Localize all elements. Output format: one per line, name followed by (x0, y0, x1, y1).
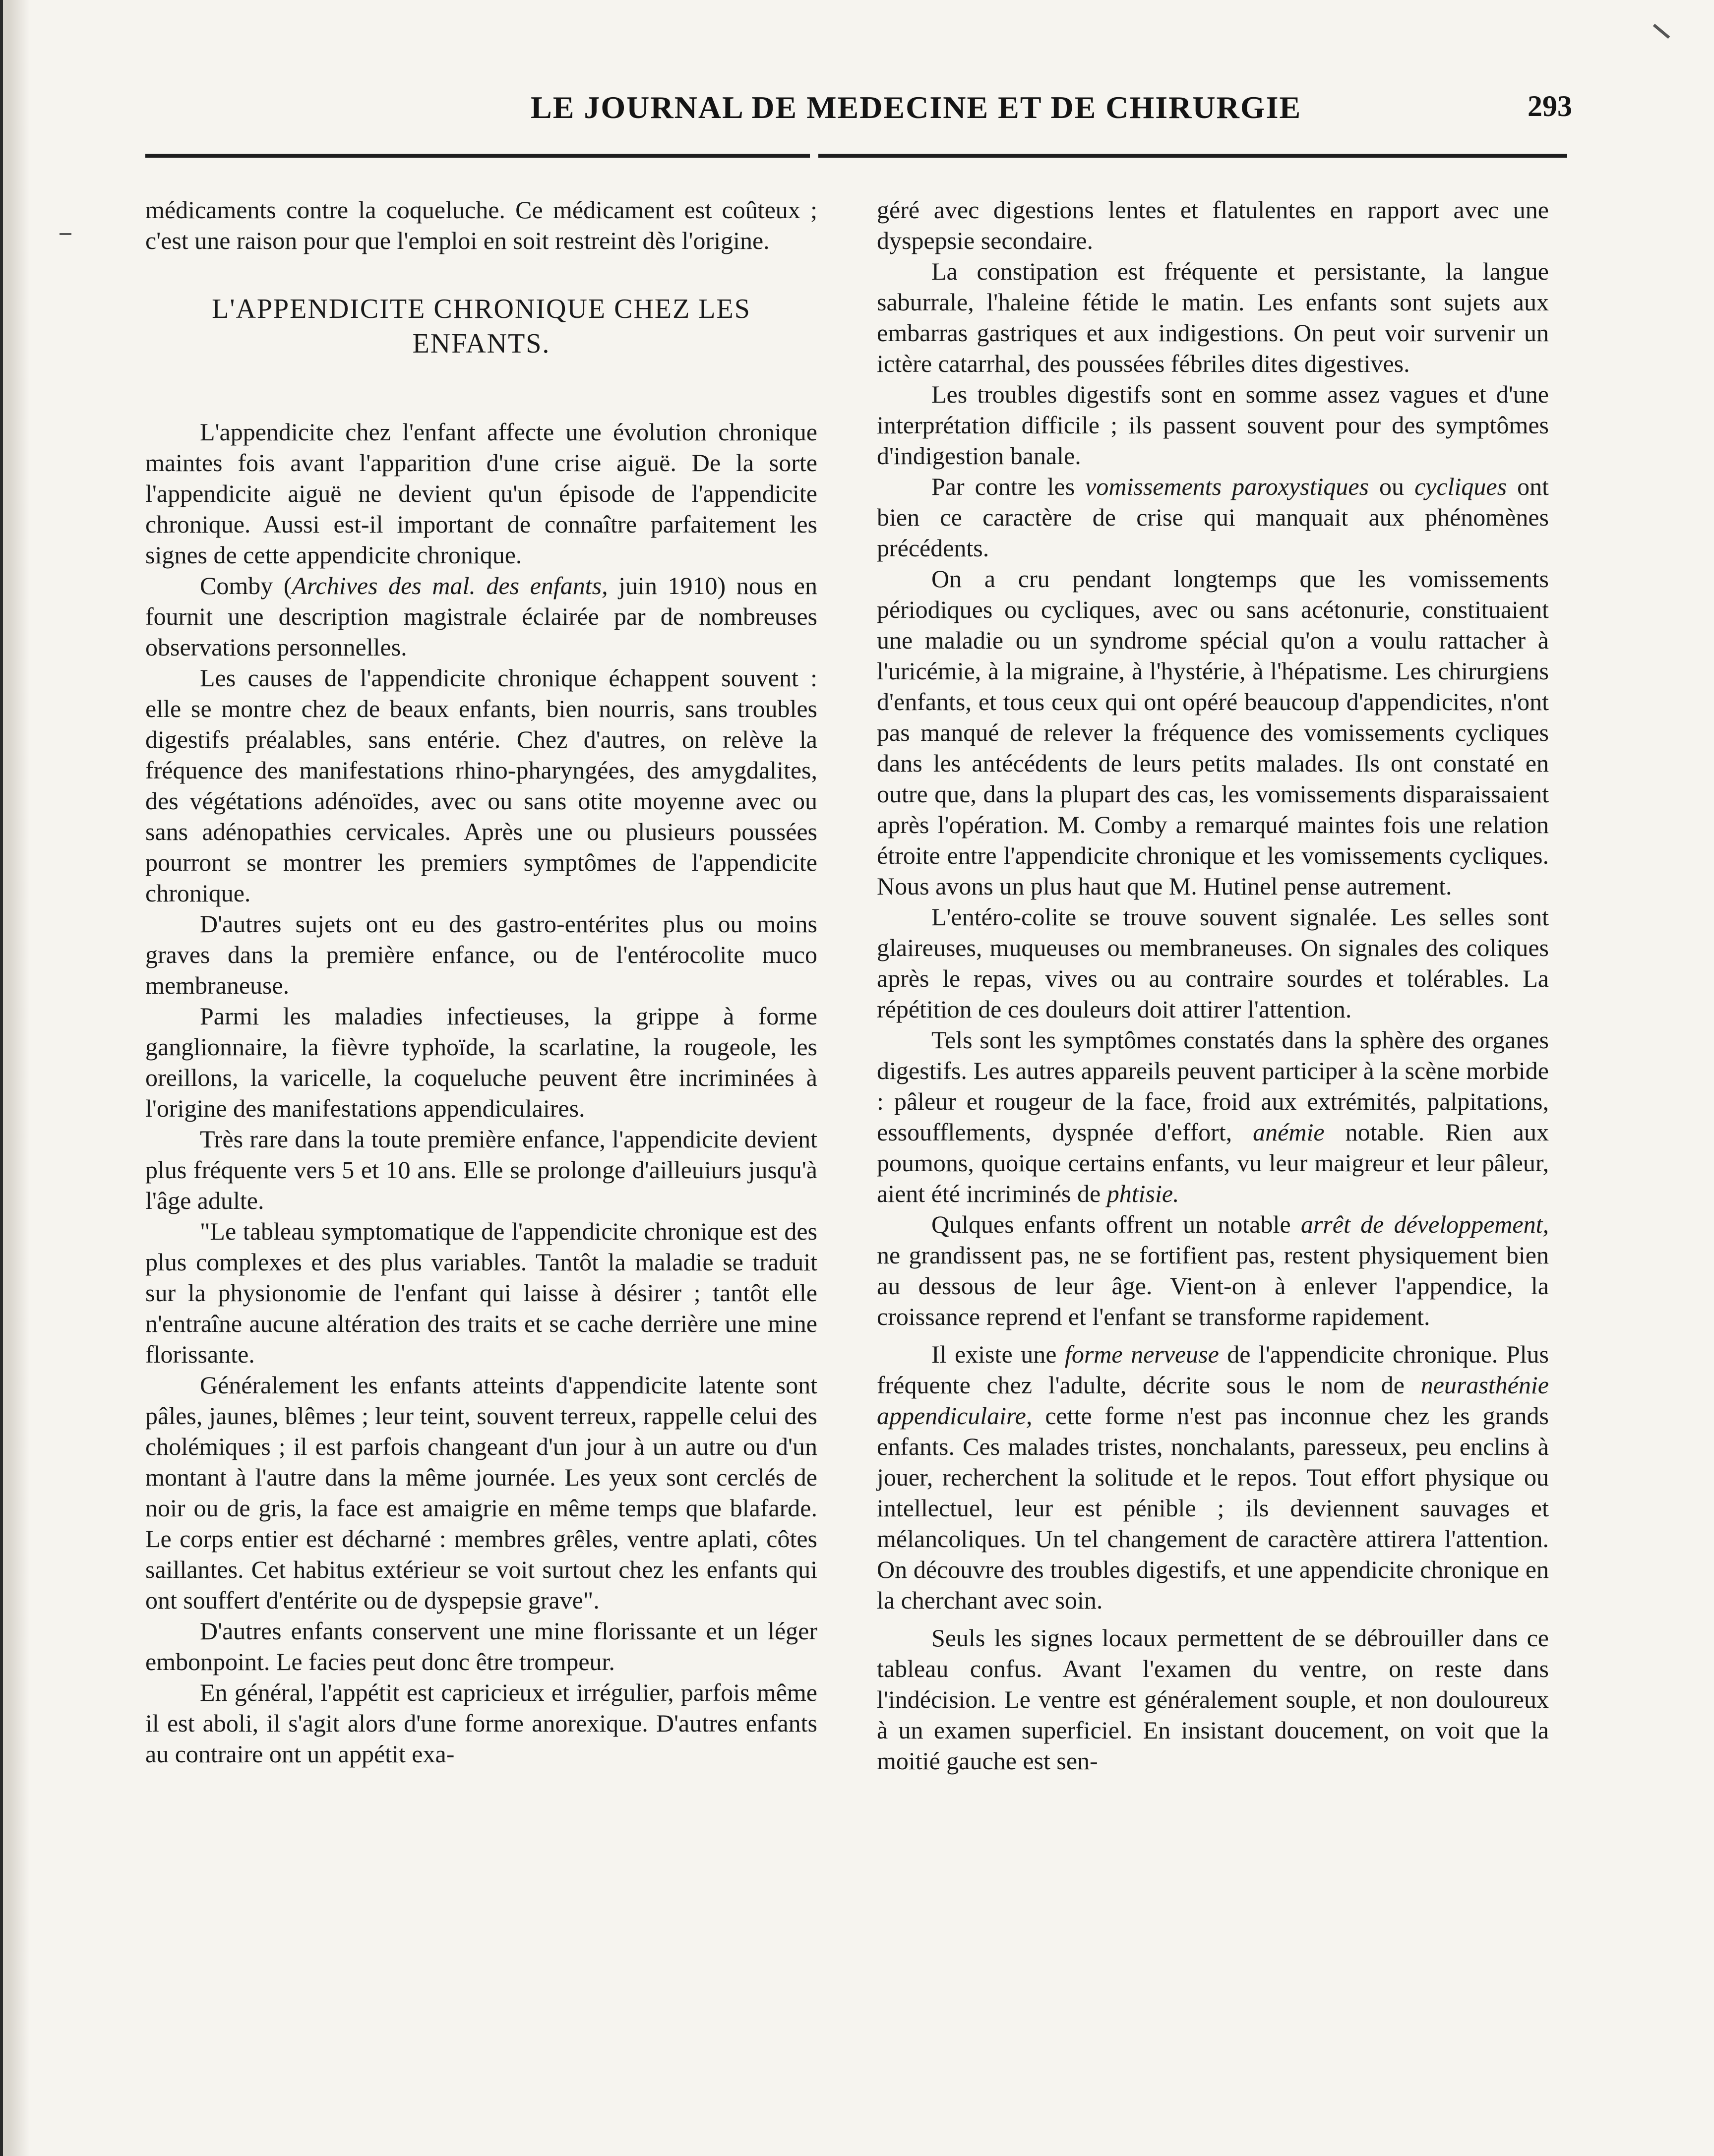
paragraph: Les troubles digestifs sont en somme assez vagues et d'une interprétation difficile ; ils passent souvent pour des symptômes d'indigestion banale. (877, 380, 1549, 470)
paragraph: Il existe une forme nerveuse de l'appendicite chronique. Plus fréquente chez l'adulte, décrite sous le nom de neurasthénie appendiculaire, cette forme n'est pas inconnue chez les grands enfants. Ces malades tristes, nonchalants, paresseux, peu enclins à jouer, recherchent la solitude et le repos. Tout effort physique ou intellectuel, leur est pénible ; ils deviennent sauvages et mélancoliques. Un tel changement de caractère attirera l'attention. On découvre des troubles digestifs, et une appendicite chronique en la cherchant avec soin. (877, 1340, 1549, 1614)
scan-mark (1653, 24, 1670, 39)
heading-line-2: ENFANTS. (412, 328, 551, 359)
heading-line-1: L'APPENDICITE CHRONIQUE CHEZ LES (212, 294, 751, 324)
paragraph: D'autres sujets ont eu des gastro-entérites plus ou moins graves dans la première enfance, ou de l'entérocolite muco membraneuse. (145, 910, 817, 999)
paragraph: On a cru pendant longtemps que les vomissements périodiques ou cycliques, avec ou sans acétonurie, constituaient une maladie ou un syndrome spécial qu'on a voulu rattacher à l'uricémie, à la migraine, à l'hystérie, à l'hépatisme. Les chirurgiens d'enfants, et tous ceux qui ont opéré beaucoup d'appendicites, n'ont pas manqué de relever la fréquence des vomissements cycliques dans les antécédents de leurs petits malades. Ils ont constaté en outre que, dans la plupart des cas, les vomissements disparaissaient après l'opération. M. Comby a remarqué maintes fois une relation étroite entre l'appendicite chronique et les vomissements cycliques. Nous avons un plus haut que M. Hutinel pense autrement. (877, 565, 1549, 900)
paragraph: Tels sont les symptômes constatés dans la sphère des organes digestifs. Les autres appareils peuvent participer à la scène morbide : pâleur et rougeur de la face, froid aux extrémités, palpitations, essoufflements, dyspnée d'effort, anémie notable. Rien aux poumons, quoique certains enfants, vu leur maigreur et leur pâleur, aient été incriminés de phtisie. (877, 1026, 1549, 1207)
intro-paragraph: médicaments contre la coqueluche. Ce médicament est coûteux ; c'est une raison pour que l'emploi en soit restreint dès l'origine. (145, 196, 817, 254)
citation-italic: Archives des mal. des enfants, (292, 572, 608, 599)
paragraph: Seuls les signes locaux permettent de se débrouiller dans ce tableau confus. Avant l'examen du ventre, on reste dans l'indécision. Le ventre est généralement souple, et non douloureux à un examen superficiel. En insistant doucement, on voit que la moitié gauche est sen- (877, 1624, 1549, 1775)
paragraph: Par contre les vomissements paroxystiques ou cycliques ont bien ce caractère de crise qui manquait aux phénomènes précédents. (877, 473, 1549, 562)
paragraph: Qulques enfants offrent un notable arrêt de développement, ne grandissent pas, ne se fortifient pas, restent physiquement bien au dessous de leur âge. Vient-on à enlever l'appendice, la croissance reprend et l'enfant se transforme rapidement. (877, 1210, 1549, 1330)
header-rule-right (818, 154, 1567, 158)
scan-mark (60, 233, 71, 235)
paragraph: "Le tableau symptomatique de l'appendicite chronique est des plus complexes et des plus variables. Tantôt la maladie se traduit sur la physionomie de l'enfant qui laisse à désirer ; tantôt elle n'entraîne aucune altération des traits et se cache derrière une mine florissante. (145, 1217, 817, 1368)
page-edge-shadow (0, 0, 30, 2156)
paragraph: L'appendicite chez l'enfant affecte une évolution chronique maintes fois avant l'apparition d'une crise aiguë. De la sorte l'appendicite aiguë ne devient qu'un épisode de l'appendicite chronique. Aussi est-il important de connaître parfaitement les signes de cette appendicite chronique. (145, 418, 817, 569)
left-column (145, 194, 817, 1769)
article-heading (165, 292, 797, 361)
paragraph: La constipation est fréquente et persistante, la langue saburrale, l'haleine fétide le matin. Les enfants sont sujets aux embarras gastriques et aux indigestions. On peut voir survenir un ictère catarrhal, des poussées fébriles dites digestives. (877, 257, 1549, 377)
right-column (877, 194, 1549, 1776)
paragraph: L'entéro-colite se trouve souvent signalée. Les selles sont glaireuses, muqueuses ou membraneuses. On signales des coliques après le repas, vives ou au contraire sourdes et tolérables. La répétition de ces douleurs doit attirer l'attention. (877, 903, 1549, 1023)
paragraph: géré avec digestions lentes et flatulentes en rapport avec une dyspepsie secondaire. (877, 196, 1549, 254)
running-header (149, 84, 1577, 144)
paragraph: D'autres enfants conservent une mine florissante et un léger embonpoint. Le facies peut donc être trompeur. (145, 1617, 817, 1676)
header-rule-left (145, 154, 810, 158)
paragraph: En général, l'appétit est capricieux et irrégulier, parfois même il est aboli, il s'agit alors d'une forme anorexique. D'autres enfants au contraire ont un appétit exa- (145, 1678, 817, 1768)
paragraph: Comby (Archives des mal. des enfants, juin 1910) nous en fournit une description magistrale éclairée par de nombreuses observations personnelles. (145, 572, 817, 661)
page-number: 293 (1528, 90, 1572, 122)
paragraph: Très rare dans la toute première enfance, l'appendicite devient plus fréquente vers 5 et 10 ans. Elle se prolonge d'ailleuiurs jusqu'à l'âge adulte. (145, 1125, 817, 1214)
paragraph: Parmi les maladies infectieuses, la grippe à forme ganglionnaire, la fièvre typhoïde, la scarlatine, la rougeole, les oreillons, la varicelle, la coqueluche peuvent être incriminées à l'origine des manifestations appendiculaires. (145, 1002, 817, 1122)
paragraph: Généralement les enfants atteints d'appendicite latente sont pâles, jaunes, blêmes ; leur teint, souvent terreux, rappelle celui des cholémiques ; il est parfois changeant d'un jour à un autre ou d'un montant à l'autre dans la même journée. Les yeux sont cerclés de noir ou de gris, la face est amaigrie en même temps que blafarde. Le corps entier est décharné : membres grêles, ventre aplati, côtes saillantes. Cet habitus extérieur se voit surtout chez les enfants qui ont souffert d'entérite ou de dyspepsie grave". (145, 1371, 817, 1614)
paragraph: Les causes de l'appendicite chronique échappent souvent : elle se montre chez de beaux enfants, bien nourris, sans troubles digestifs préalables, sans entérie. Chez d'autres, on relève la fréquence des manifestations rhino-pharyngées, des amygdalites, des végétations adénoïdes, avec ou sans otite moyenne avec ou sans adénopathies cervicales. Après une ou plusieurs poussées pourront se montrer les premiers symptômes de l'appendicite chronique. (145, 664, 817, 907)
journal-title: LE JOURNAL DE MEDECINE ET DE CHIRURGIE (531, 90, 1302, 125)
